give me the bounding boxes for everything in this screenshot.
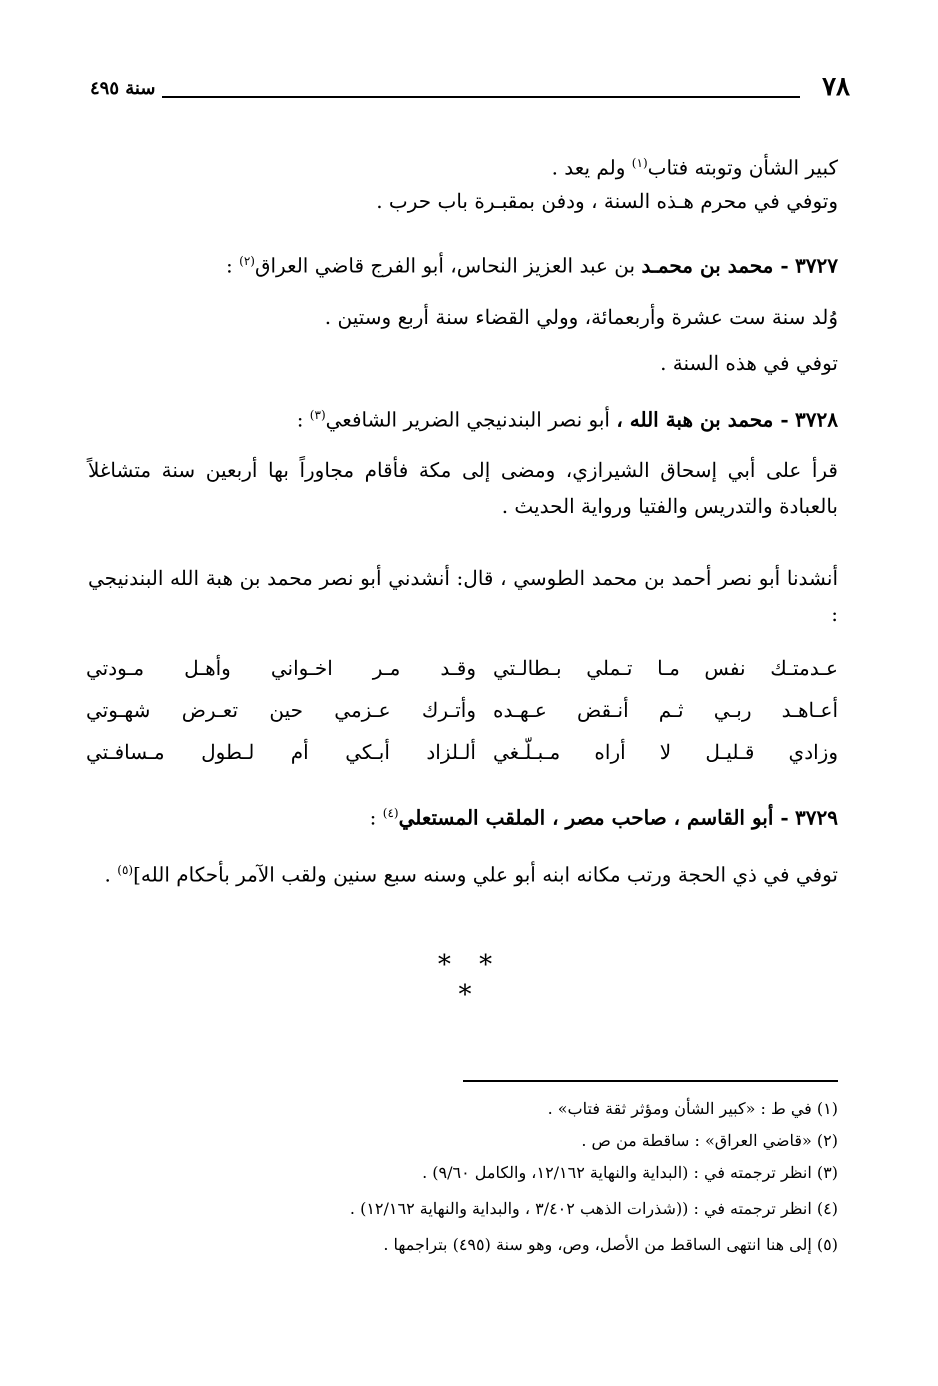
- entry-3729-end: .: [104, 862, 111, 887]
- entry-colon: :: [369, 805, 377, 830]
- footnote-ref-4: (٤): [382, 806, 399, 820]
- entry-name: أبو القاسم ، صاحب مصر ، الملقب المستعلي: [398, 805, 774, 830]
- entry-number: ٣٧٢٧: [795, 253, 838, 278]
- entry-3728-paragraph-1: قرأ على أبي إسحاق الشيرازي، ومضى إلى مكة فأقام مجاوراً بها أربعين سنة متشاغلاً بالعبادة والتدريس والفتيا ورواية الحديث .: [88, 458, 838, 518]
- footnote-ref-5: (٥): [117, 863, 134, 877]
- entry-3727-text-1: وُلد سنة ست عشرة وأربعمائة، وولي القضاء سنة أربع وستين .: [324, 305, 838, 329]
- footnote-ref-2: (٢): [239, 254, 255, 268]
- verse-first-hemistich: وزادي قـليـل لا أراه مـبـلّـغي: [493, 740, 838, 764]
- entry-number: ٣٧٢٩: [795, 805, 838, 830]
- body-line-2: وتوفي في محرم هـذه السنة ، ودفن بمقبـرة باب حرب .: [376, 189, 838, 213]
- entry-3728-heading: ٣٧٢٨ - محمد بن هبة الله ، أبو نصر البندنيجي الضرير الشافعي$^{(٣)}$ :: [296, 407, 838, 432]
- entry-3729-heading: ٣٧٢٩ - أبو القاسم ، صاحب مصر ، الملقب المستعلي$^{(٤)}$ :: [369, 805, 838, 830]
- footnote-5: (٥) إلى هنا انتهى الساقط من الأصل، وص، وهو سنة (٤٩٥) بتراجمها .: [383, 1235, 838, 1254]
- page-number: ٧٨: [822, 72, 850, 102]
- footnote-3: (٣) انظر ترجمته في : (البداية والنهاية ١٢/١٦٢، والكامل ٩/٦٠) .: [422, 1163, 838, 1182]
- verse-second-hemistich: وقـد مـر اخـواني وأهـل مـودتي: [86, 656, 476, 680]
- entry-3729-text: توفي في ذي الحجة ورتب مكانه ابنه أبو علي وسنه سبع سنين ولقب الآمر بأحكام الله]: [133, 862, 838, 887]
- footnote-2: (٢) «قاضي العراق» : ساقطة من ص .: [581, 1131, 838, 1150]
- line1-text: كبير الشأن وتوبته فتاب: [647, 155, 838, 180]
- entry-name: محمد بن محمـد: [641, 253, 774, 278]
- page-header: [90, 72, 850, 112]
- footnote-separator: [463, 1080, 838, 1082]
- entry-3728-paragraph-2: أنشدنا أبو نصر أحمد بن محمد الطوسي ، قال: أنشدني أبو نصر محمد بن هبة الله البندنيجي :: [88, 566, 838, 626]
- entry-description: أبو نصر البندنيجي الضرير الشافعي: [325, 407, 610, 432]
- verse-second-hemistich: وأتـرك عـزمي حين تعـرض شهـوتي: [86, 698, 476, 722]
- entry-3727-text-2: توفي في هذه السنة .: [660, 351, 838, 375]
- entry-colon: :: [226, 253, 233, 278]
- verse-first-hemistich: عـدمتـك نفس مـا تـملي بـطالـتي: [493, 656, 838, 680]
- line1-end: ولم يعد .: [551, 155, 626, 180]
- entry-number: ٣٧٢٨: [795, 407, 838, 432]
- footnote-ref-1: (١): [631, 156, 648, 170]
- footnote-ref-3: (٣): [309, 408, 326, 422]
- verse-line-1: [86, 656, 838, 696]
- footnote-4: (٤) انظر ترجمته في : ((شذرات الذهب ٣/٤٠٢ ، والبداية والنهاية ١٢/١٦٢) .: [349, 1199, 838, 1218]
- verse-line-3: [86, 740, 838, 780]
- verse-first-hemistich: أعـاهـد ربـي ثـم أنـقض عـهـده: [493, 698, 838, 722]
- running-title: سنة ٤٩٥: [90, 78, 156, 99]
- entry-3729-paragraph: [88, 852, 838, 893]
- footnote-1: (١) في ط : «كبير الشأن ومؤثر ثقة فتاب» .: [547, 1099, 838, 1118]
- body-line-1: [552, 148, 838, 183]
- section-divider-stars: * * *: [437, 950, 503, 1010]
- entry-3727-heading: ٣٧٢٧ - محمد بن محمـد بن عبد العزيز النحاس، أبو الفرج قاضي العراق$^{(٢)}$ :: [226, 253, 838, 278]
- header-rule: [162, 96, 800, 98]
- entry-description: بن عبد العزيز النحاس، أبو الفرج قاضي العراق: [254, 253, 636, 278]
- entry-name: محمد بن هبة الله ،: [616, 407, 774, 432]
- entry-colon: :: [296, 407, 304, 432]
- verse-second-hemistich: ألـلزاد أبـكي أم لـطول مـسافـتي: [86, 740, 476, 764]
- verse-line-2: [86, 698, 838, 738]
